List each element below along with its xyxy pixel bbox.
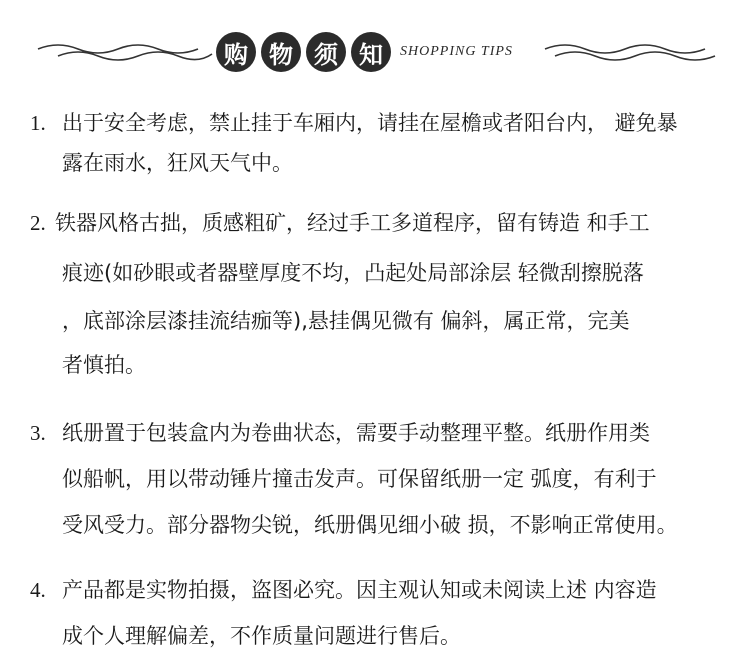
tip-line: 成个人理解偏差，不作质量问题进行售后。 [62, 624, 461, 648]
tip-line: 铁器风格古拙，质感粗矿，经过手工多道程序，留有铸造 和手工 [55, 211, 650, 235]
tip-line: 者慎拍。 [62, 353, 146, 377]
tip-number: 3. [30, 421, 46, 445]
tip-line: 纸册置于包装盒内为卷曲状态，需要手动整理平整。纸册作用类 [62, 421, 650, 445]
tip-line: 受风受力。部分器物尖锐，纸册偶见细小破 损，不影响正常使用。 [62, 513, 678, 537]
tip-line: 出于安全考虑，禁止挂于车厢内，请挂在屋檐或者阳台内， 避免暴 [62, 111, 678, 135]
tip-line: 产品都是实物拍摄，盗图必究。因主观认知或未阅读上述 内容造 [62, 578, 657, 602]
header [0, 0, 749, 90]
tip-line: 露在雨水，狂风天气中。 [62, 151, 293, 175]
tip-line: ，底部涂层漆挂流结痂等),悬挂偶见微有 偏斜，属正常，完美 [62, 309, 630, 333]
title-char: 知 [351, 32, 391, 72]
title-char: 物 [261, 32, 301, 72]
tip-number: 4. [30, 578, 46, 602]
subtitle: SHOPPING TIPS [400, 44, 513, 59]
title-char: 须 [306, 32, 346, 72]
title-char: 购 [216, 32, 256, 72]
tip-number: 2. [30, 211, 46, 235]
title-row [216, 32, 513, 72]
tip-line: 痕迹(如砂眼或者器壁厚度不均，凸起处局部涂层 轻微刮擦脱落 [62, 261, 644, 285]
tip-line: 似船帆，用以带动锤片撞击发声。可保留纸册一定 弧度，有利于 [62, 467, 657, 491]
tip-number: 1. [30, 111, 46, 135]
